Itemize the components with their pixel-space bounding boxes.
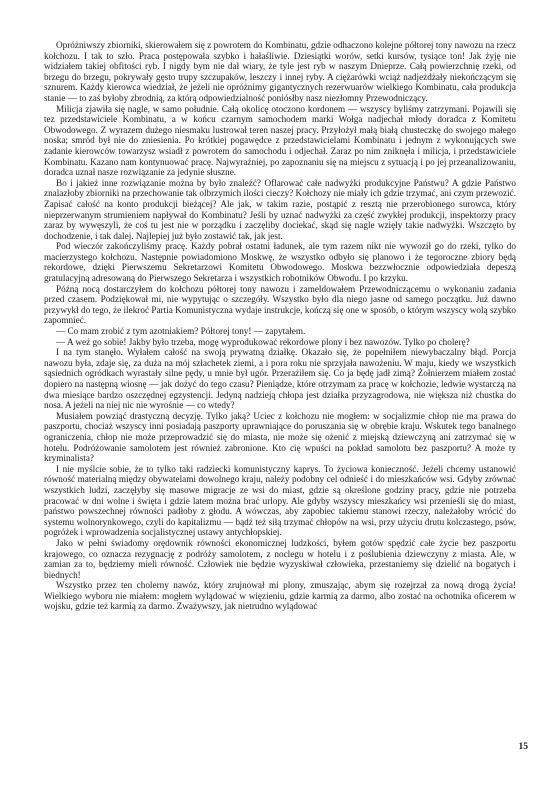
dialogue-line: — Co mam zrobić z tym azotniakiem? Półtorej tony! — zapytałem. (56, 326, 306, 337)
paragraph: Późną nocą dostarczyłem do kołchozu półtorej tony nawozu i zameldowałem Przewodniczącemu o wykonaniu zadania przed czasem. Podziękował mi, nie wypytując o szczegóły. Wszystko było dla niego jasne od samego początku. Już dawno przywykł do tego, że ilekroć Partia Komunistyczna wydaje instrukcje, kończą się one w sposób, o którym wszyscy wolą szybko zapomnieć. (44, 283, 516, 326)
paragraph: Milicja zjawiła się nagle, w samo południe. Całą okolicę otoczono kordonem — wszyscy byliśmy zatrzymani. Pojawili się tez przedstawiciele Kombinatu, a w końcu czarnym samochodem marki Wołga nadjechał młody doradca z Komitetu Obwodowego. Z wyrazem dużego niesmaku lustrował teren naszej pracy. Przyłożył małą białą chusteczkę do swojego małego noska; smród był nie do zniesienia. Po krótkiej pogawędce z przedstawicielami Kombinatu i jednym z wykonujących swe zadanie kierowców towarzysz wsiadł z powrotem do samochodu i odjechał. Zaraz po nim zniknęła i milicja, i przedstawiciele Kombinatu. Kazano nam kontynuować pracę. Najwyraźniej, po zapoznaniu się na miejscu z sytuacją i po jej przeanalizowaniu, doradca uznał nasze rozwiązanie za jedynie słuszne. (44, 103, 516, 178)
paragraph: I nie myślcie sobie, że to tylko taki radziecki komunistyczny kaprys. To życiowa konieczność. Jeżeli chcemy ustanowić równość materialną między obywatelami dowolnego kraju, należy podobny cel odnieść i do mieszkańców wsi. Gdyby zrównać wszystkich ludzi, zaczęłyby się masowe migracje ze wsi do miast, gdzie są określone godziny pracy, gdzie nie potrzeba pracować w dni wolne i święta i gdzie latem można brać urlopy. Ale gdyby wszyscy mieszkańcy wsi przenieśli się do miast, państwo powszechnej równości padłoby z głodu. A wówczas, aby zapobiec takiemu stanowi rzeczy, należałoby wrócić do systemu wolnorynkowego, czyli do kapitalizmu — bądź też siłą trzymać chłopów na wsi, przy użyciu drutu kolczastego, psów, pogróżek i wprowadzenia socjalistycznej ustawy antychłopskiej. (44, 463, 516, 538)
page-number: 15 (518, 742, 528, 752)
paragraph: Pod wieczór zakończyliśmy pracę. Każdy pobrał ostatni ładunek, ale tym razem nikt nie wywoził go do rzeki, tylko do macierzystego kołchozu. Następnie powiadomiono Moskwę, że wszystko odbyło się planowo i że tegoroczne zbiory będą rekordowe, dzięki Pierwszemu Sekretarzowi Komitetu Obwodowego. Moskwa bezzwłocznie odpowiedziała depeszą gratulacyjną adresowaną do Pierwszego Sekretarza i wszystkich robotników Obwodu. I po krzyku. (44, 241, 516, 284)
paragraph: Wszystko przez ten cholerny nawóz, który zrujnował mi plony, zmuszając, abym się rozejrzał za nową drogą życia! Wielkiego wyboru nie miałem: mogłem wylądować w więzieniu, gdzie karmią za darmo, albo zostać na ochotnika oficerem w wojsku, gdzie też karmią za darmo. Zważywszy, jak nietrudno wylądować (44, 580, 516, 612)
paragraph: Opróżniwszy zbiorniki, skierowałem się z powrotem do Kombinatu, gdzie odhaczono kolejne półtorej tony nawozu na rzecz kołchozu. I tak to szło. Praca postępowała szybko i hałaśliwie. Dziesiątki worów, setki kursów, tysiące ton! Jak żyję nie widziałem takiej obfitości ryb. I nigdy bym nie dał wiary, że tyle jest ryb w naszym Dnieprze. Całą powierzchnię rzeki, od brzegu do brzegu, pokrywały gęsto trupy szczupaków, leszczy i innej ryby. A ciężarówki wciąż nadjeżdżały niekończącym się sznurem. Każdy kierowca wiedział, że jeżeli nie opróżnimy gigantycznych rezerwuarów wielkiego Kombinatu, cała produkcja stanie — to zaś byłoby zbrodnią, za którą odpowiedzialność poniósłby nasz niezłomny Przewodniczący. (44, 40, 516, 103)
paragraph: I na tym stanęło. Wyłałem całość na swoją prywatną działkę. Okazało się, że popełniłem niewybaczalny błąd. Porcja nawozu była, zdaje się, za duża na mój szłachetek ziemi, a i pora roku nie sprzyjała nawożeniu. W maju, kiedy we wszystkich sąsiednich ogródkach wyrastały silne pędy, u mnie był ugór. Przerażiłem się. Co ja będę jadł zimą? Żołnierzem miałem zostać dopiero na następną wiosnę — jak dożyć do tego czasu? Pieniądze, które otrzymam za pracę w kołchozie, ledwie wystarczą na dwa miesiące bardzo oszczędnej egzystencji. Jedyną nadzieją chłopa jest działka przyzagrodowa, nie większa niż chustka do nosa. A jeżeli na niej nic nie wyrośnie — co wtedy? (44, 347, 516, 411)
dialogue-line: — A weź go sobie! Jakby było trzeba, mogę wyprodukować rekordowe plony i bez nawozów. Tylko po cholerę? (56, 336, 470, 347)
paragraph: Musiałem powziąć drastyczną decyzję. Tylko jaką? Uciec z kołchozu nie mogłem: w socjalizmie chłop nie ma prawa do paszportu, chociaż wszyscy inni posiadają paszporty uprawniające do poruszania się w obrębie kraju. Wskutek tego banalnego ograniczenia, chłop nie może przeprowadzić się do miasta, nie może się ożenić z miejską dziewczyną ani zatrzymać się w hotelu. Podróżowanie samolotem jest również zabronione. Kto cię wpuści na pokład samolotu bez paszportu? A może ty kryminalista? (44, 410, 516, 464)
paragraph: Jako w pełni świadomy orędownik równości ekonomicznej ludzkości, byłem gotów spędzić całe życie bez paszportu krajowego, co oznacza rezygnację z podróży samolotem, z noclegu w hotelu i z poślubienia dziewczyny z miasta. Ale, w zamian za to, będziemy mieli równość. Człowiek nie będzie wyzyskiwał człowieka, przestaniemy się dzielić na bogatych i biednych! (44, 537, 516, 580)
page-text-column (44, 40, 516, 612)
paragraph: Bo i jakież inne rozwiązanie można by było znaleźć? Oflarować całe nadwyżki produkcyjne Państwu? A gdzie Państwo znalazłoby zbiorniki na przechowanie tak olbrzymich ilości cieczy? Kołchozy nie miały ich gdzie trzymać, ani czym przewozić. Zapisać całość na konto produkcji bieżącej? Ale jak, w takim razie, postąpić z resztą nie przerobionego surowca, który nieprzerwanym strumieniem napływał do Kombinatu? Jeśli by uznać nadwyżki za część zwykłej produkcji, inspektorzy pracy zaraz by wywęszyli, że coś tu jest nie w porządku i zaczęliby dociekać, skąd się nagle wzięły takie nadwyżki. Wszczęto by dochodzenie, i tak dalej. Najlepiej już było zostawić tak, jak jest. (44, 177, 516, 241)
